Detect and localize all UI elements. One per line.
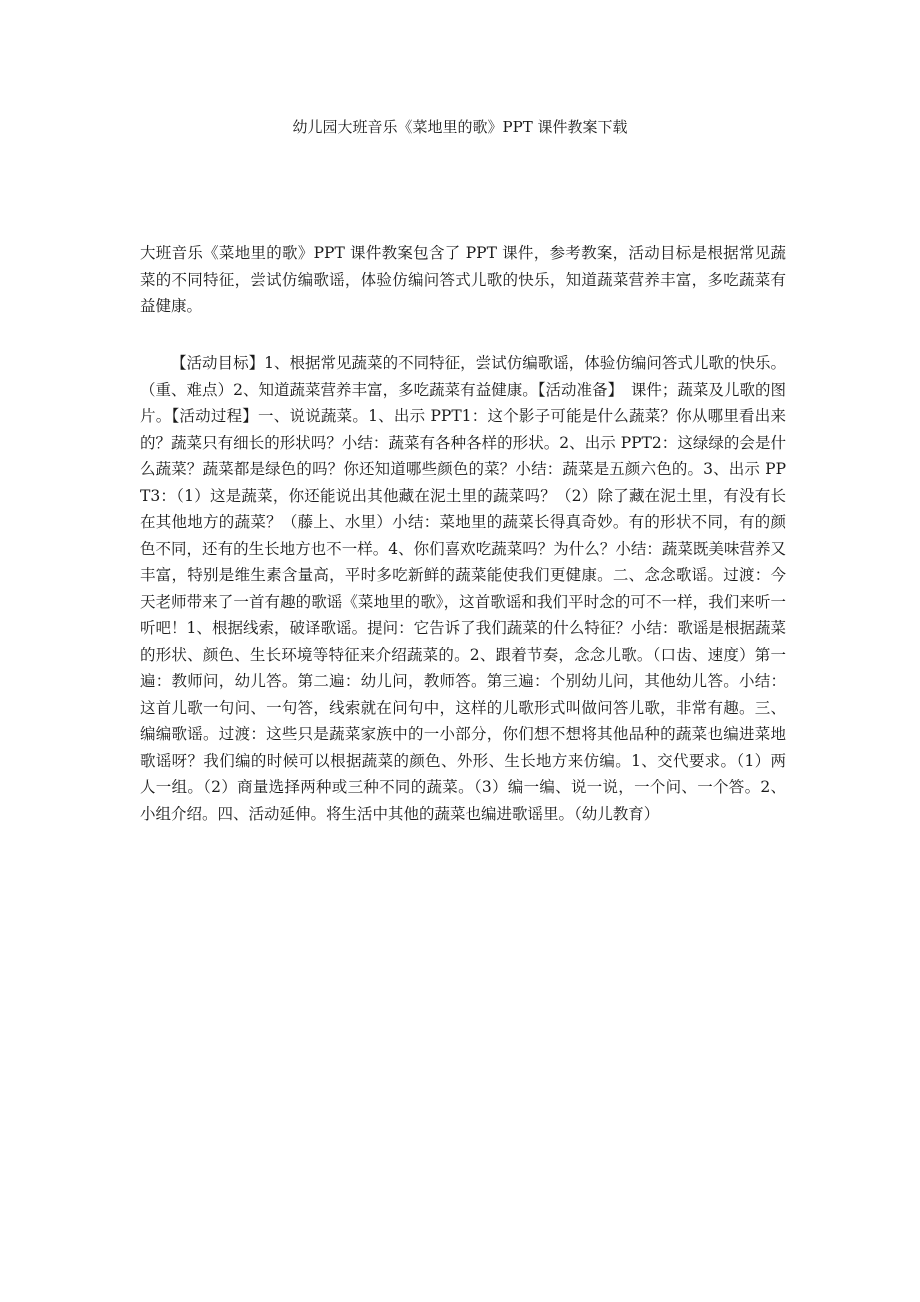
document-title: 幼儿园大班音乐《菜地里的歌》PPT 课件教案下载 <box>292 118 628 136</box>
intro-paragraph: 大班音乐《菜地里的歌》PPT 课件教案包含了 PPT 课件，参考教案，活动目标是根据常见蔬菜的不同特征，尝试仿编歌谣，体验仿编问答式儿歌的快乐，知道蔬菜营养丰富，多吃蔬菜有益健康。 <box>140 244 786 315</box>
lesson-plan-paragraph: 【活动目标】1、根据常见蔬菜的不同特征，尝试仿编歌谣，体验仿编问答式儿歌的快乐。（重、难点）2、知道蔬菜营养丰富，多吃蔬菜有益健康。【活动准备】 课件；蔬菜及儿歌的图片。【活动过程】一、说说蔬菜。1、出示 PPT1：这个影子可能是什么蔬菜？你从哪里看出来的？蔬菜只有细长的形状吗？小结：蔬菜有各种各样的形状。2、出示 PPT2：这绿绿的会是什么蔬菜？蔬菜都是绿色的吗？你还知道哪些颜色的菜？小结：蔬菜是五颜六色的。3、出示 PPT3：（1）这是蔬菜，你还能说出其他藏在泥土里的蔬菜吗？（2）除了藏在泥土里，有没有长在其他地方的蔬菜？（藤上、水里）小结：菜地里的蔬菜长得真奇妙。有的形状不同，有的颜色不同，还有的生长地方也不一样。4、你们喜欢吃蔬菜吗？为什么？小结：蔬菜既美味营养又丰富，特别是维生素含量高，平时多吃新鲜的蔬菜能使我们更健康。二、念念歌谣。过渡：今天老师带来了一首有趣的歌谣《菜地里的歌》，这首歌谣和我们平时念的可不一样，我们来听一听吧！1、根据线索，破译歌谣。提问：它告诉了我们蔬菜的什么特征？小结：歌谣是根据蔬菜的形状、颜色、生长环境等特征来介绍蔬菜的。2、跟着节奏，念念儿歌。（口齿、速度）第一遍：教师问，幼儿答。第二遍：幼儿问，教师答。第三遍：个别幼儿问，其他幼儿答。小结：这首儿歌一句问、一句答，线索就在问句中，这样的儿歌形式叫做问答儿歌，非常有趣。三、编编歌谣。过渡：这些只是蔬菜家族中的一小部分，你们想不想将其他品种的蔬菜也编进菜地歌谣呀？我们编的时候可以根据蔬菜的颜色、外形、生长地方来仿编。1、交代要求。（1）两人一组。（2）商量选择两种或三种不同的蔬菜。（3）编一编、说一说，一个问、一个答。2、小组介绍。四、活动延伸。将生活中其他的蔬菜也编进歌谣里。（幼儿教育） <box>140 354 786 823</box>
